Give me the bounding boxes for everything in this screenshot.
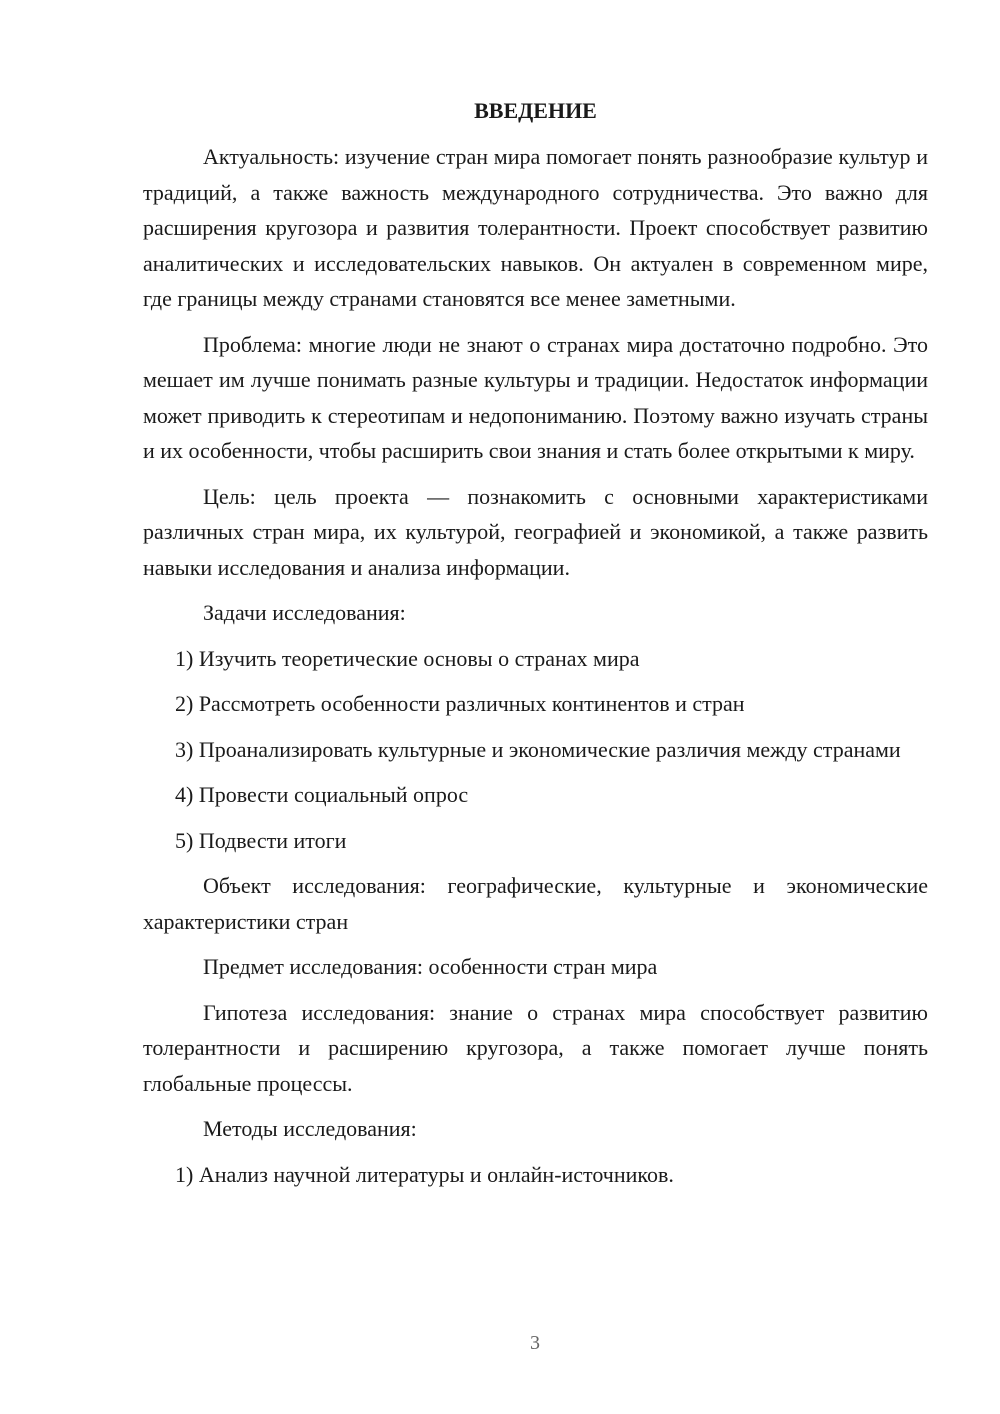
subject-paragraph: Предмет исследования: особенности стран мира xyxy=(203,954,658,979)
tasks-heading: Задачи исследования: xyxy=(203,600,406,625)
task-item-3: 3) Проанализировать культурные и экономические различия между странами xyxy=(175,736,901,762)
task-item-1: 1) Изучить теоретические основы о странах мира xyxy=(175,645,640,671)
task-item-5: 5) Подвести итоги xyxy=(175,827,347,853)
section-title: ВВЕДЕНИЕ xyxy=(474,98,597,123)
page-number: 3 xyxy=(530,1332,540,1354)
hypothesis-paragraph: Гипотеза исследования: знание о странах мира способствует развитию толерантности и расширению кругозора, а также помогает лучше понять глобальные процессы. xyxy=(143,999,928,1096)
object-paragraph: Объект исследования: географические, культурные и экономические характеристики стран xyxy=(143,873,928,934)
relevance-paragraph: Актуальность: изучение стран мира помогает понять разнообразие культур и традиций, а также важность международного сотрудничества. Это важно для расширения кругозора и развития толерантности. Проект способствует развитию аналитических и исследовательских навыков. Он актуален в современном мире, где границы между странами становятся все менее заметными. xyxy=(143,144,928,311)
document-page xyxy=(143,95,928,1202)
methods-heading: Методы исследования: xyxy=(203,1116,417,1141)
problem-paragraph: Проблема: многие люди не знают о странах мира достаточно подробно. Это мешает им лучше понимать разные культуры и традиции. Недостаток информации может приводить к стереотипам и недопониманию. Поэтому важно изучать страны и их особенности, чтобы расширить свои знания и стать более открытыми к миру. xyxy=(143,331,928,463)
task-item-4: 4) Провести социальный опрос xyxy=(175,782,469,807)
method-item-1: 1) Анализ научной литературы и онлайн-источников. xyxy=(175,1161,674,1187)
task-item-2: 2) Рассмотреть особенности различных континентов и стран xyxy=(175,691,745,716)
goal-paragraph: Цель: цель проекта — познакомить с основными характеристиками различных стран мира, их культурой, географией и экономикой, а также развить навыки исследования и анализа информации. xyxy=(143,483,928,580)
